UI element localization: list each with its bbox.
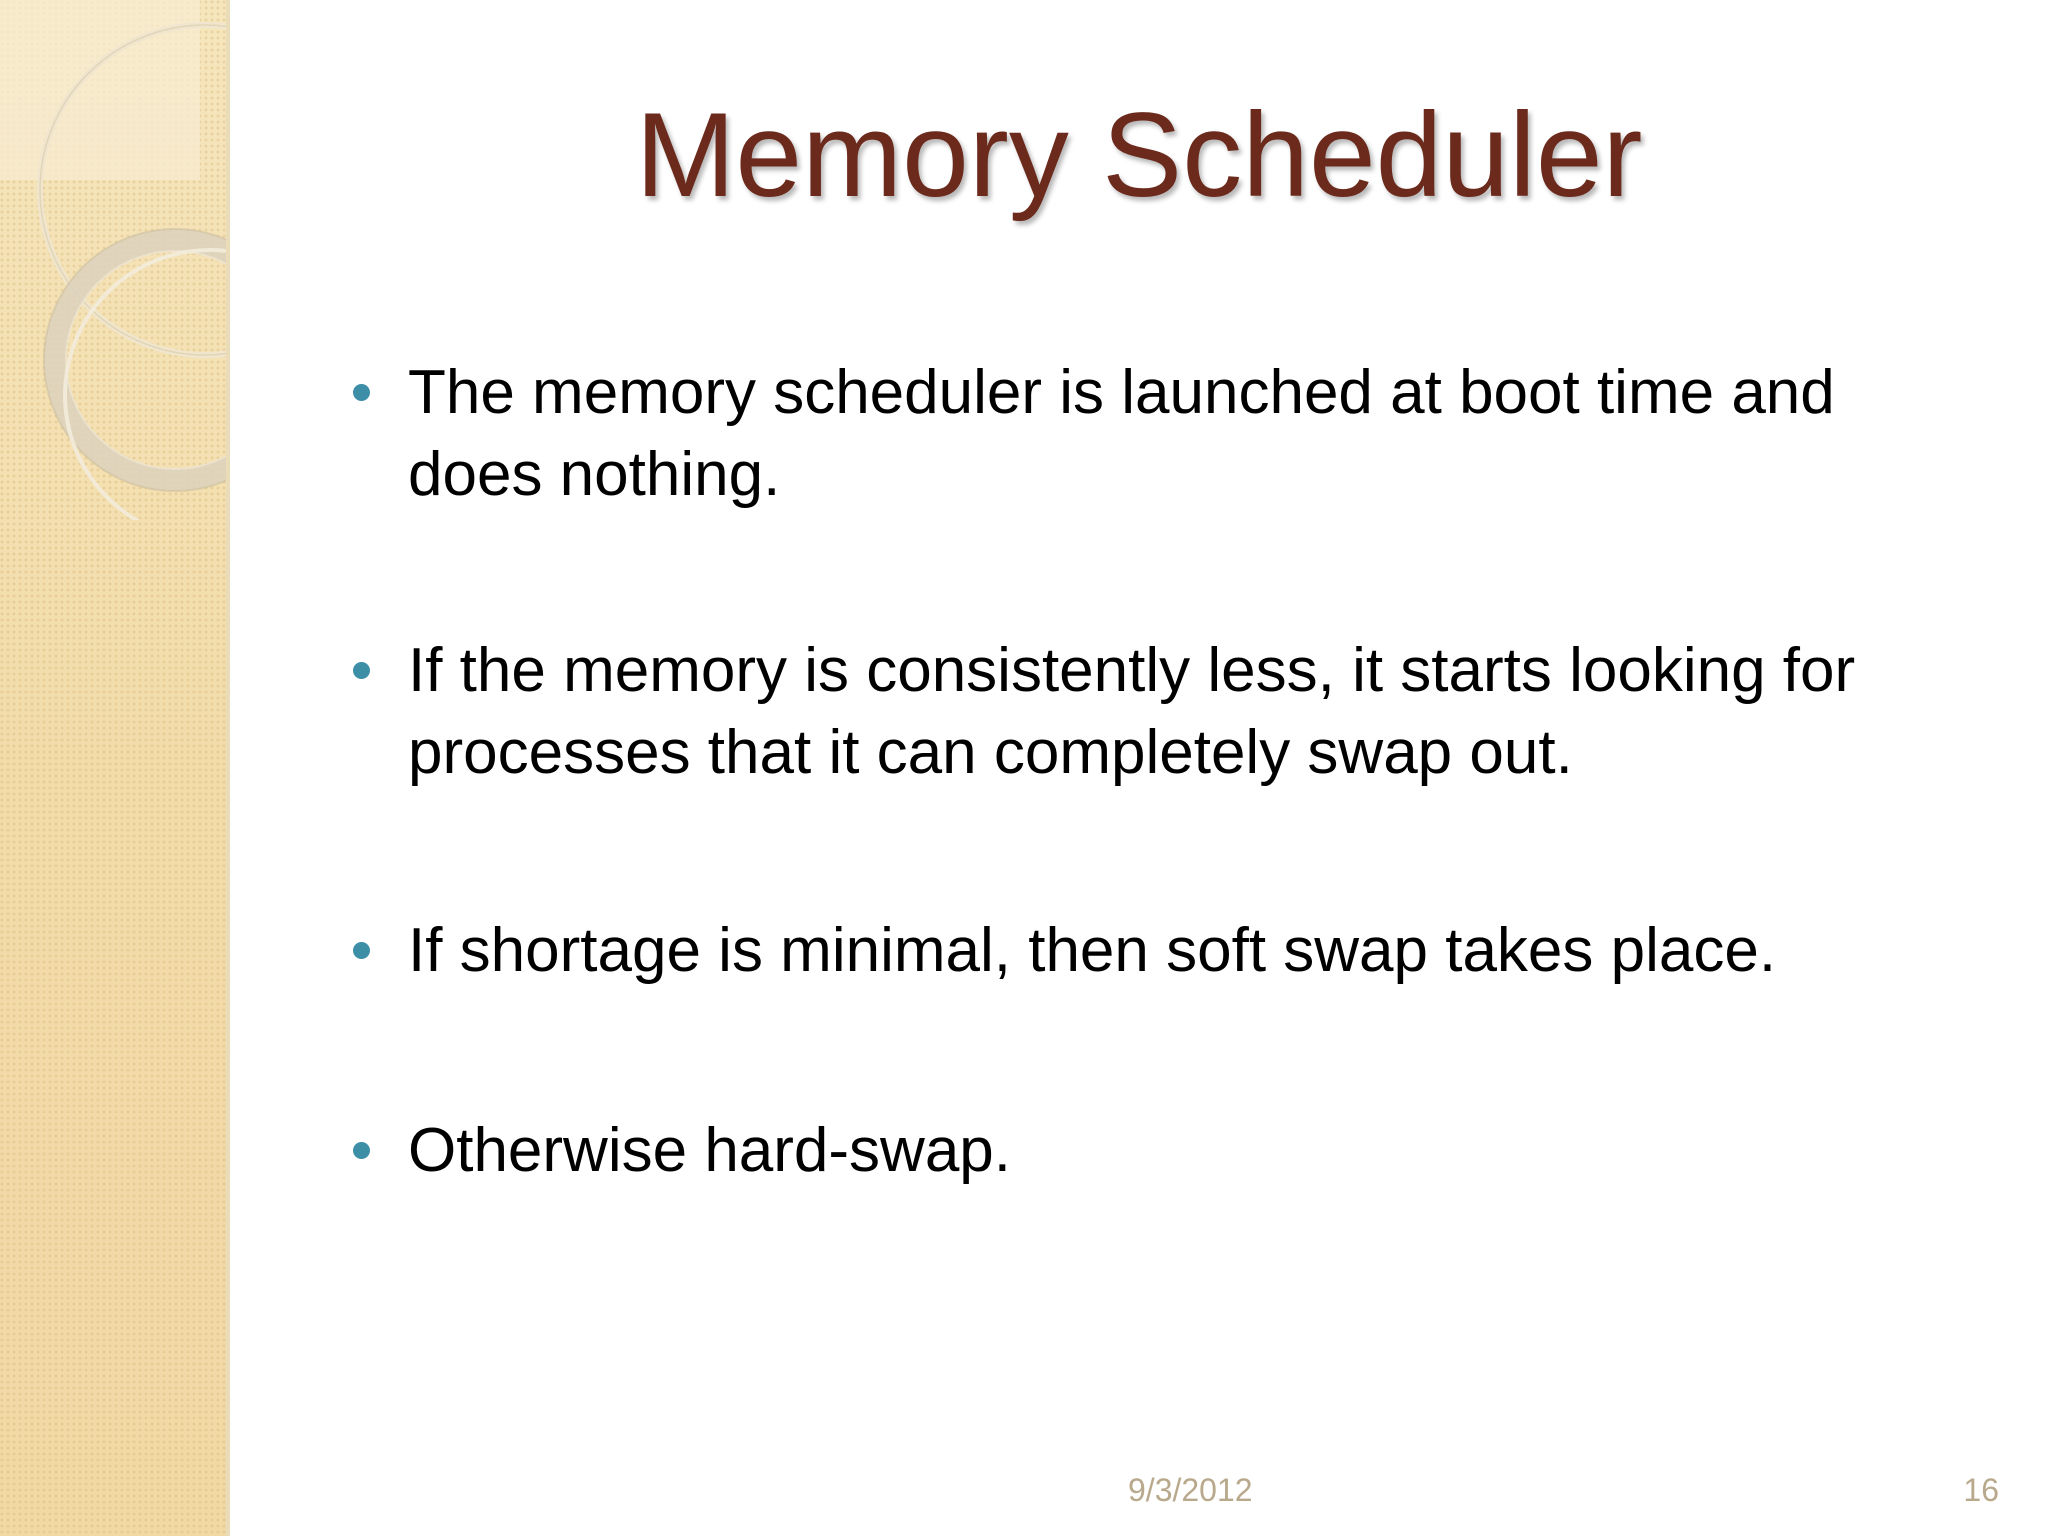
bullet-text: If shortage is minimal, then soft swap takes place. — [408, 916, 1777, 985]
bullet-text: Otherwise hard-swap. — [408, 1116, 1012, 1185]
bullet-item — [408, 630, 1968, 794]
bullet-text: If the memory is consistently less, it starts looking for processes that it can completely swap out. — [408, 636, 1856, 787]
footer-page-number: 16 — [1963, 1472, 1999, 1508]
bullet-item — [408, 910, 1968, 992]
bullet-dot-icon — [353, 942, 370, 959]
bullet-text: The memory scheduler is launched at boot time and does nothing. — [408, 358, 1835, 509]
bullet-item — [408, 1110, 1968, 1192]
bullet-dot-icon — [353, 384, 370, 401]
footer-date: 9/3/2012 — [1128, 1472, 1253, 1508]
bullet-dot-icon — [353, 662, 370, 679]
bullet-item — [408, 352, 1968, 516]
slide-title: Memory Scheduler — [635, 88, 1643, 222]
bullet-dot-icon — [353, 1142, 370, 1159]
